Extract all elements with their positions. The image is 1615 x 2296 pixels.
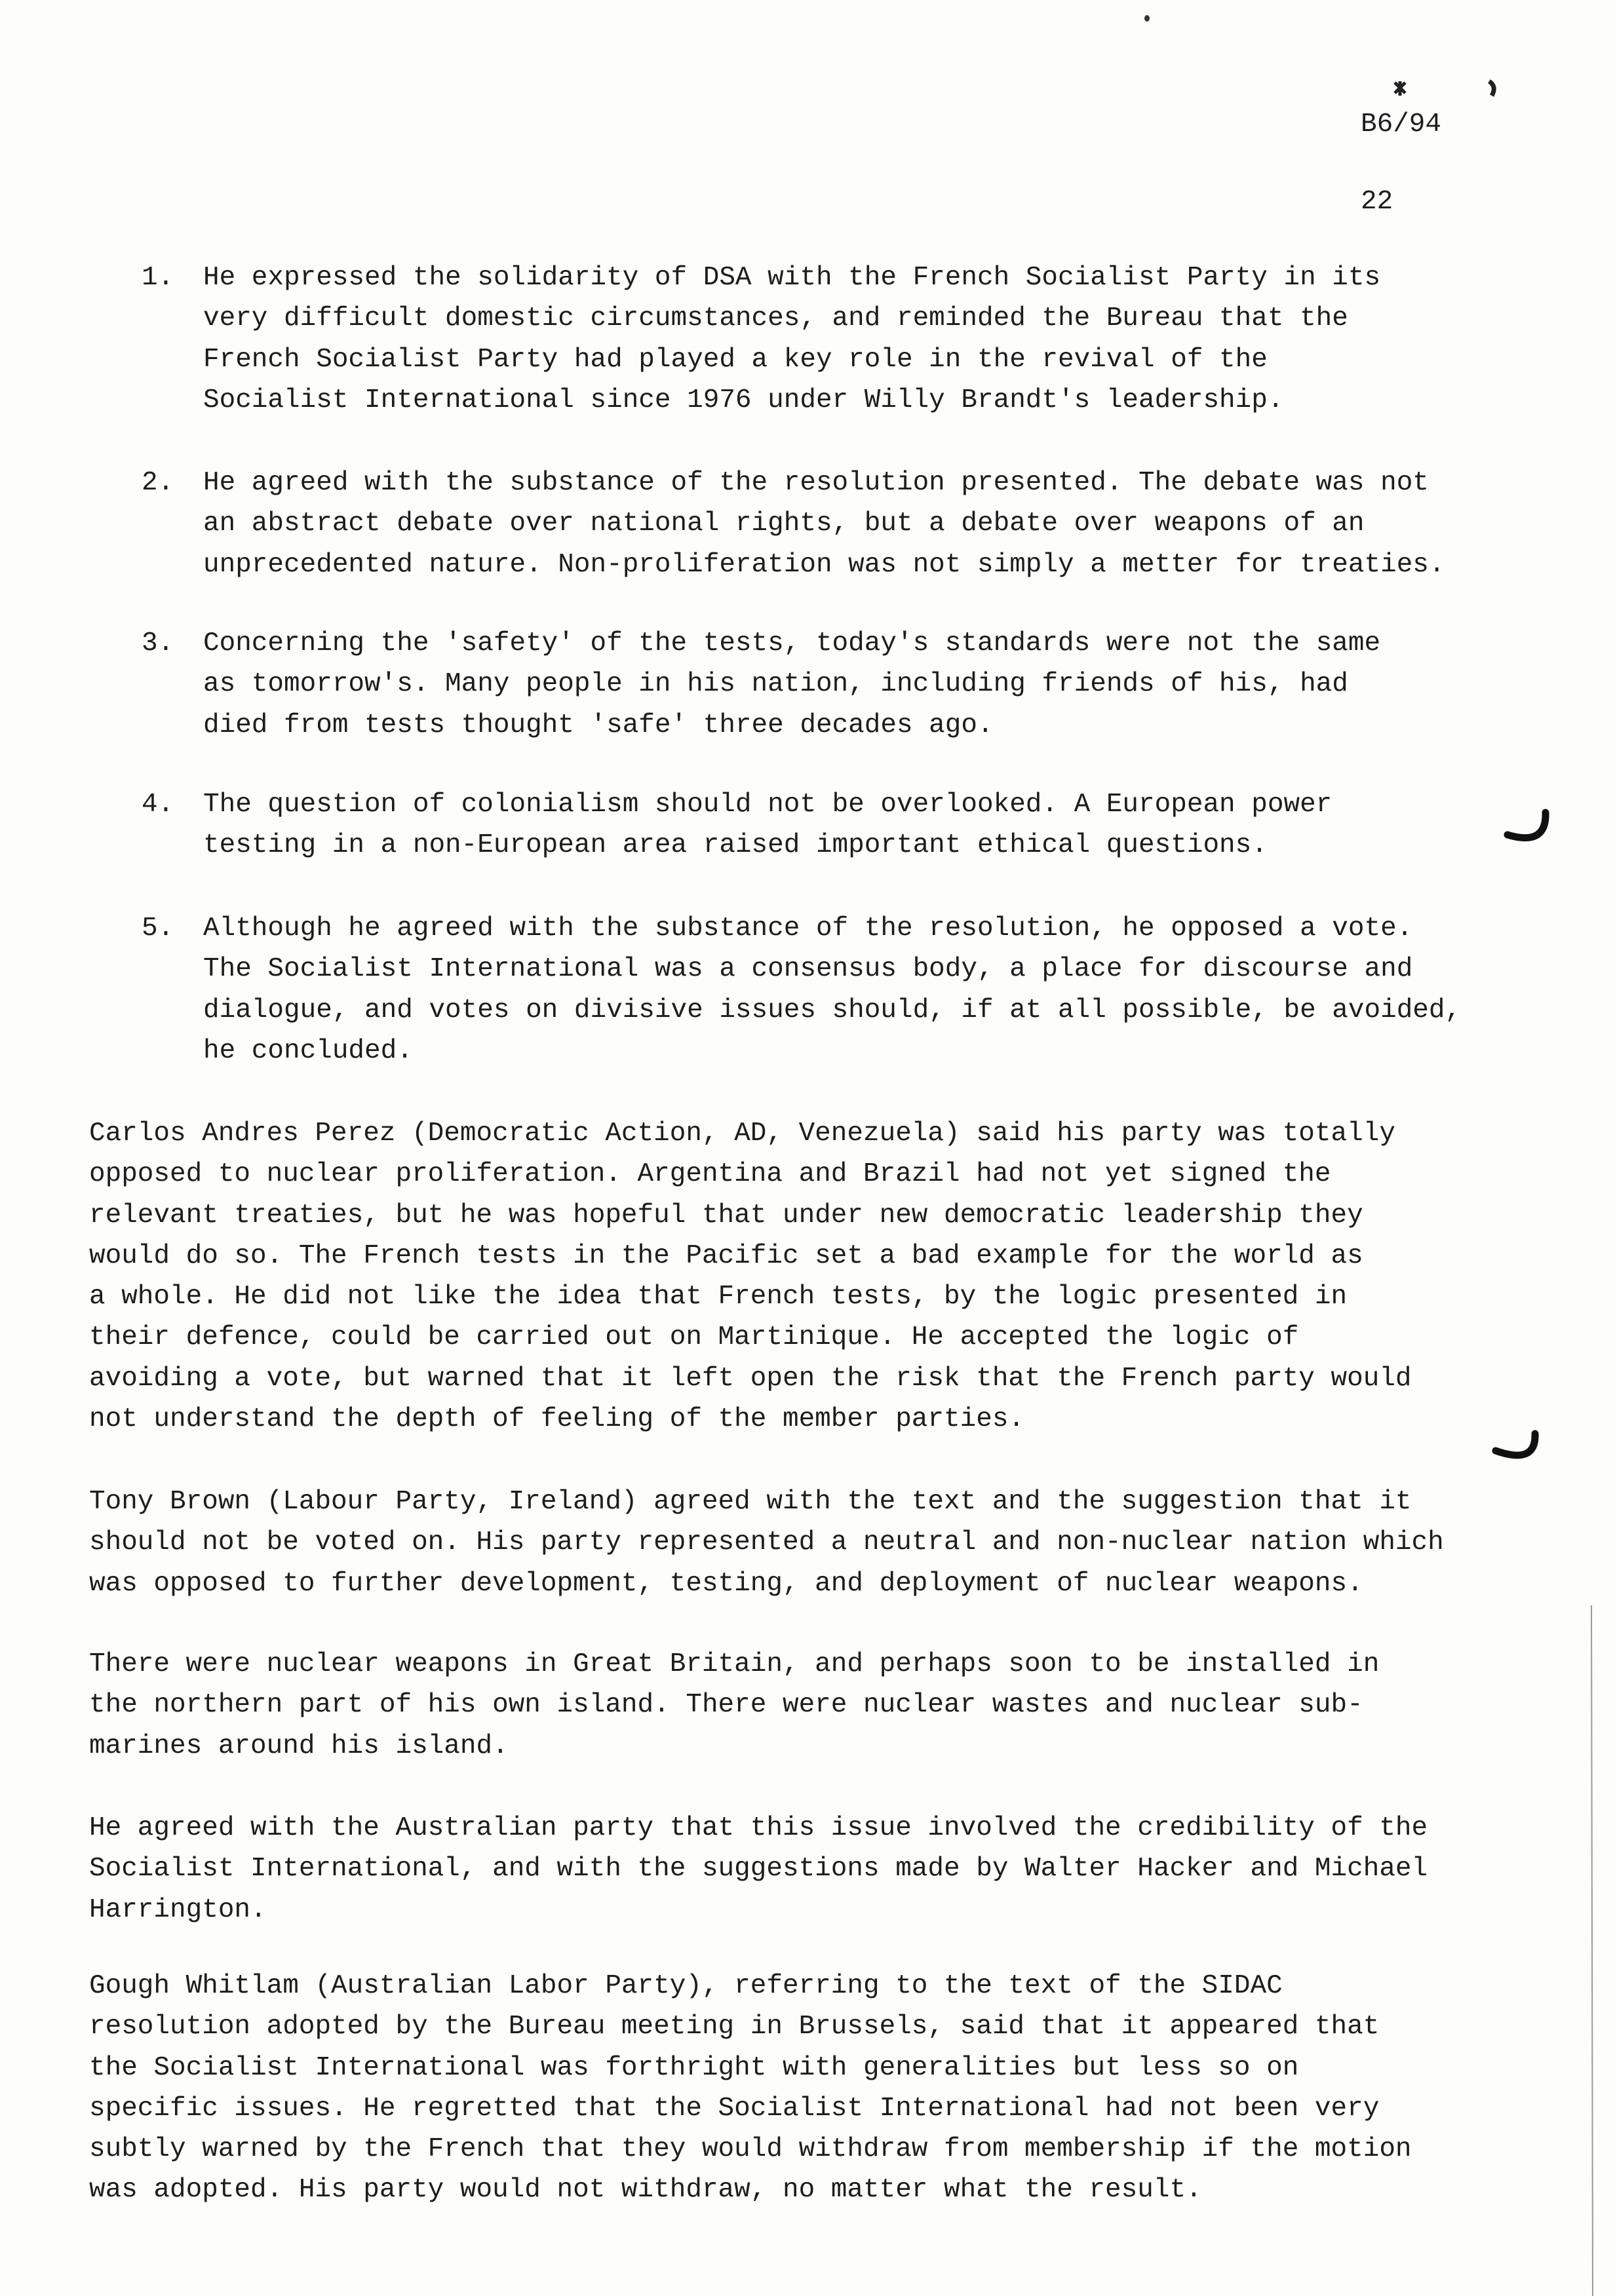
paragraph-nuclear-weapons-britain — [89, 1644, 1379, 1767]
text-line: marines around his island. — [89, 1731, 509, 1761]
text-line: He agreed with the Australian party that this issue involved the credibility of the — [89, 1813, 1428, 1843]
text-line: The question of colonialism should not be overlooked. A European power — [203, 790, 1333, 820]
text-line: Concerning the 'safety' of the tests, today's standards were not the same — [203, 628, 1381, 659]
text-line: There were nuclear weapons in Great Britain, and perhaps soon to be installed in — [89, 1649, 1380, 1679]
list-number: 3. — [142, 628, 174, 659]
text-line: Gough Whitlam (Australian Labor Party), referring to the text of the SIDAC — [89, 1971, 1283, 2001]
text-line: Carlos Andres Perez (Democratic Action, AD, Venezuela) said his party was totally — [89, 1119, 1395, 1149]
text-line: an abstract debate over national rights, but a debate over weapons of an — [203, 508, 1365, 539]
text-line: should not be voted on. His party represented a neutral and non-nuclear nation which — [89, 1527, 1444, 1558]
text-line: Tony Brown (Labour Party, Ireland) agreed with the text and the suggestion that it — [89, 1487, 1412, 1517]
text-line: a whole. He did not like the idea that French tests, by the logic presented in — [89, 1282, 1348, 1312]
list-number: 2. — [142, 468, 174, 498]
binder-hole-mark — [1496, 1434, 1535, 1455]
paragraph-australian-party — [89, 1808, 1428, 1930]
text-line: not understand the depth of feeling of the member parties. — [89, 1404, 1025, 1435]
text-line: as tomorrow's. Many people in his nation, including friends of his, had — [203, 669, 1348, 700]
page-number: 22 — [1361, 187, 1393, 217]
text-line: Socialist International, and with the suggestions made by Walter Hacker and Michael — [89, 1854, 1428, 1885]
list-item-text — [203, 258, 1380, 421]
text-line: resolution adopted by the Bureau meeting in Brussels, said that it appeared that — [89, 2012, 1380, 2042]
text-line: the Socialist International was forthright with generalities but less so on — [89, 2052, 1299, 2083]
text-line: dialogue, and votes on divisive issues should, if at all possible, be avoided, — [203, 995, 1462, 1025]
text-line: specific issues. He regretted that the Socialist International had not been very — [89, 2093, 1380, 2124]
text-line: French Socialist Party had played a key role in the revival of the — [203, 344, 1268, 375]
list-item-text — [203, 908, 1461, 1071]
text-line: Although he agreed with the substance of the resolution, he opposed a vote. — [203, 913, 1413, 944]
text-line: avoiding a vote, but warned that it left open the risk that the French party would — [89, 1363, 1412, 1394]
text-line: He expressed the solidarity of DSA with the French Socialist Party in its — [203, 263, 1381, 293]
text-line: their defence, could be carried out on Martinique. He accepted the logic of — [89, 1322, 1299, 1353]
text-line: he concluded. — [203, 1035, 413, 1066]
text-line: Socialist International since 1976 under Willy Brandt's leadership. — [203, 385, 1284, 415]
list-number: 1. — [142, 263, 174, 293]
text-line: was adopted. His party would not withdraw, no matter what the result. — [89, 2175, 1202, 2206]
text-line: was opposed to further development, testing, and deployment of nuclear weapons. — [89, 1568, 1363, 1599]
scan-speck — [1395, 81, 1405, 96]
text-line: opposed to nuclear proliferation. Argentina and Brazil had not yet signed the — [89, 1159, 1331, 1190]
binder-hole-mark — [1508, 813, 1546, 838]
text-line: would do so. The French tests in the Pacific set a bad example for the world as — [89, 1240, 1363, 1271]
text-line: relevant treaties, but he was hopeful that under new democratic leadership they — [89, 1200, 1363, 1231]
text-line: the northern part of his own island. There were nuclear wastes and nuclear sub- — [89, 1690, 1363, 1721]
text-line: testing in a non-European area raised important ethical questions. — [203, 830, 1268, 861]
list-item-text — [203, 784, 1332, 866]
paragraph-tony-brown — [89, 1482, 1444, 1604]
text-line: died from tests thought 'safe' three decades ago. — [203, 710, 994, 740]
list-item-text — [203, 623, 1380, 746]
page-edge-line — [1591, 1605, 1593, 2296]
list-number: 5. — [142, 913, 174, 944]
text-line: unprecedented nature. Non-proliferation was not simply a metter for treaties. — [203, 549, 1445, 580]
scan-speck — [1144, 15, 1150, 22]
text-line: very difficult domestic circumstances, and reminded the Bureau that the — [203, 303, 1348, 334]
text-line: subtly warned by the French that they would withdraw from membership if the motion — [89, 2134, 1412, 2165]
text-line: The Socialist International was a consensus body, a place for discourse and — [203, 954, 1413, 985]
list-item-text — [203, 463, 1445, 585]
paragraph-carlos-andres-perez — [89, 1113, 1412, 1440]
text-line: Harrington. — [89, 1894, 267, 1925]
list-number: 4. — [142, 790, 174, 820]
scan-speck — [1489, 81, 1494, 96]
text-line: He agreed with the substance of the resolution presented. The debate was not — [203, 468, 1429, 498]
document-reference: B6/94 — [1361, 109, 1442, 140]
paragraph-gough-whitlam — [89, 1966, 1412, 2211]
